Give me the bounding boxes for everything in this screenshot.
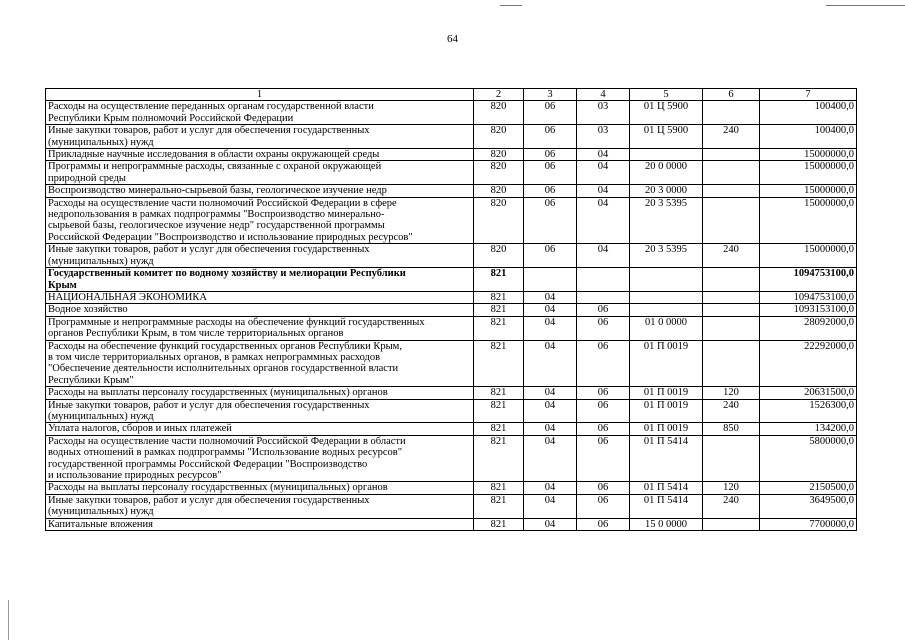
amount-cell: 1094753100,0 bbox=[760, 268, 857, 292]
expense-name-cell: Иные закупки товаров, работ и услуг для обеспечения государственных (муниципальных) нужд bbox=[46, 244, 474, 268]
amount-cell: 15000000,0 bbox=[760, 244, 857, 268]
section-code-cell: 04 bbox=[524, 399, 577, 423]
subsection-code-cell: 06 bbox=[577, 387, 630, 399]
table-row bbox=[46, 340, 857, 387]
target-article-cell: 01 П 0019 bbox=[630, 423, 703, 435]
expense-name-cell: Воспроизводство минерально-сырьевой базы, геологическое изучение недр bbox=[46, 185, 474, 197]
scan-mark-top-left bbox=[500, 5, 522, 6]
ministry-code-cell: 821 bbox=[474, 423, 524, 435]
section-code-cell: 04 bbox=[524, 304, 577, 316]
page-number: 64 bbox=[447, 33, 458, 45]
subsection-code-cell: 03 bbox=[577, 101, 630, 125]
target-article-cell: 01 П 0019 bbox=[630, 387, 703, 399]
table-row bbox=[46, 387, 857, 399]
target-article-cell: 20 3 5395 bbox=[630, 197, 703, 244]
table-row bbox=[46, 494, 857, 518]
amount-cell: 2150500,0 bbox=[760, 482, 857, 494]
expense-name-cell: Иные закупки товаров, работ и услуг для обеспечения государственных (муниципальных) нужд bbox=[46, 399, 474, 423]
column-header: 4 bbox=[577, 89, 630, 101]
subsection-code-cell: 06 bbox=[577, 482, 630, 494]
amount-cell: 1094753100,0 bbox=[760, 291, 857, 303]
ministry-code-cell: 820 bbox=[474, 244, 524, 268]
amount-cell: 100400,0 bbox=[760, 125, 857, 149]
amount-cell: 100400,0 bbox=[760, 101, 857, 125]
expense-type-cell: 850 bbox=[703, 423, 760, 435]
target-article-cell: 01 Ц 5900 bbox=[630, 125, 703, 149]
amount-cell: 134200,0 bbox=[760, 423, 857, 435]
budget-table bbox=[45, 88, 857, 531]
table-row bbox=[46, 197, 857, 244]
section-code-cell: 06 bbox=[524, 101, 577, 125]
target-article-cell bbox=[630, 291, 703, 303]
target-article-cell: 01 Ц 5900 bbox=[630, 101, 703, 125]
expense-name-cell: Программы и непрограммные расходы, связанные с охраной окружающей природной среды bbox=[46, 161, 474, 185]
amount-cell: 7700000,0 bbox=[760, 518, 857, 530]
column-header: 6 bbox=[703, 89, 760, 101]
expense-name-cell: Уплата налогов, сборов и иных платежей bbox=[46, 423, 474, 435]
subsection-code-cell: 06 bbox=[577, 340, 630, 387]
target-article-cell: 01 П 5414 bbox=[630, 494, 703, 518]
expense-name-cell: Расходы на осуществление переданных органам государственной власти Республики Крым полномочий Российской Федерации bbox=[46, 101, 474, 125]
target-article-cell: 01 П 0019 bbox=[630, 399, 703, 423]
column-header: 2 bbox=[474, 89, 524, 101]
expense-type-cell bbox=[703, 340, 760, 387]
section-code-cell: 04 bbox=[524, 340, 577, 387]
expense-type-cell: 240 bbox=[703, 244, 760, 268]
table-row bbox=[46, 291, 857, 303]
amount-cell: 15000000,0 bbox=[760, 149, 857, 161]
subsection-code-cell: 06 bbox=[577, 494, 630, 518]
table-row bbox=[46, 423, 857, 435]
section-code-cell: 04 bbox=[524, 435, 577, 482]
subsection-code-cell: 03 bbox=[577, 125, 630, 149]
expense-name-cell: Расходы на осуществление части полномочий Российской Федерации в области водных отношений в рамках подпрограммы "Использование водных ресурсов" государственной программы Российской Федерации "Воспроизводство и использование природных ресурсов" bbox=[46, 435, 474, 482]
expense-name-cell: Иные закупки товаров, работ и услуг для обеспечения государственных (муниципальных) нужд bbox=[46, 125, 474, 149]
scan-mark-left-edge bbox=[8, 600, 9, 640]
expense-type-cell: 240 bbox=[703, 494, 760, 518]
table-row bbox=[46, 101, 857, 125]
expense-type-cell: 120 bbox=[703, 482, 760, 494]
amount-cell: 20631500,0 bbox=[760, 387, 857, 399]
subsection-code-cell: 04 bbox=[577, 244, 630, 268]
section-code-cell: 06 bbox=[524, 244, 577, 268]
subsection-code-cell: 06 bbox=[577, 304, 630, 316]
expense-type-cell bbox=[703, 518, 760, 530]
scan-mark-top-right bbox=[826, 5, 905, 6]
target-article-cell: 01 П 5414 bbox=[630, 482, 703, 494]
expense-type-cell bbox=[703, 316, 760, 340]
expense-type-cell: 240 bbox=[703, 125, 760, 149]
ministry-code-cell: 821 bbox=[474, 268, 524, 292]
expense-type-cell bbox=[703, 101, 760, 125]
expense-name-cell: Иные закупки товаров, работ и услуг для обеспечения государственных (муниципальных) нужд bbox=[46, 494, 474, 518]
expense-type-cell bbox=[703, 291, 760, 303]
amount-cell: 22292000,0 bbox=[760, 340, 857, 387]
target-article-cell: 20 3 0000 bbox=[630, 185, 703, 197]
target-article-cell: 01 0 0000 bbox=[630, 316, 703, 340]
section-code-cell: 06 bbox=[524, 197, 577, 244]
expense-type-cell: 120 bbox=[703, 387, 760, 399]
table-row bbox=[46, 399, 857, 423]
section-code-cell: 04 bbox=[524, 494, 577, 518]
target-article-cell: 15 0 0000 bbox=[630, 518, 703, 530]
table-row bbox=[46, 244, 857, 268]
section-code-cell bbox=[524, 268, 577, 292]
expense-type-cell bbox=[703, 435, 760, 482]
expense-name-cell: Водное хозяйство bbox=[46, 304, 474, 316]
expense-name-cell: НАЦИОНАЛЬНАЯ ЭКОНОМИКА bbox=[46, 291, 474, 303]
column-header: 5 bbox=[630, 89, 703, 101]
section-code-cell: 04 bbox=[524, 482, 577, 494]
subsection-code-cell bbox=[577, 268, 630, 292]
column-header: 1 bbox=[46, 89, 474, 101]
table-row bbox=[46, 125, 857, 149]
amount-cell: 15000000,0 bbox=[760, 161, 857, 185]
amount-cell: 1093153100,0 bbox=[760, 304, 857, 316]
column-header: 3 bbox=[524, 89, 577, 101]
ministry-code-cell: 821 bbox=[474, 435, 524, 482]
target-article-cell: 01 П 0019 bbox=[630, 340, 703, 387]
column-number-row bbox=[46, 89, 857, 101]
subsection-code-cell: 04 bbox=[577, 197, 630, 244]
section-code-cell: 06 bbox=[524, 161, 577, 185]
amount-cell: 1526300,0 bbox=[760, 399, 857, 423]
expense-type-cell: 240 bbox=[703, 399, 760, 423]
table-row bbox=[46, 149, 857, 161]
ministry-code-cell: 820 bbox=[474, 161, 524, 185]
expense-type-cell bbox=[703, 185, 760, 197]
expense-name-cell: Расходы на выплаты персоналу государственных (муниципальных) органов bbox=[46, 482, 474, 494]
target-article-cell: 01 П 5414 bbox=[630, 435, 703, 482]
target-article-cell: 20 0 0000 bbox=[630, 161, 703, 185]
ministry-code-cell: 820 bbox=[474, 197, 524, 244]
subsection-code-cell: 06 bbox=[577, 399, 630, 423]
subsection-code-cell: 06 bbox=[577, 518, 630, 530]
expense-name-cell: Государственный комитет по водному хозяйству и мелиорации Республики Крым bbox=[46, 268, 474, 292]
expense-name-cell: Расходы на обеспечение функций государственных органов Республики Крым, в том числе территориальных органов, в рамках непрограммных расходов "Обеспечение деятельности исполнительных органов государственной власти Республики Крым" bbox=[46, 340, 474, 387]
expense-type-cell bbox=[703, 304, 760, 316]
subsection-code-cell: 04 bbox=[577, 185, 630, 197]
ministry-code-cell: 821 bbox=[474, 387, 524, 399]
table-row bbox=[46, 316, 857, 340]
column-header: 7 bbox=[760, 89, 857, 101]
section-code-cell: 04 bbox=[524, 387, 577, 399]
table-row bbox=[46, 518, 857, 530]
expense-name-cell: Капитальные вложения bbox=[46, 518, 474, 530]
ministry-code-cell: 821 bbox=[474, 316, 524, 340]
table-row bbox=[46, 435, 857, 482]
section-code-cell: 04 bbox=[524, 518, 577, 530]
ministry-code-cell: 821 bbox=[474, 494, 524, 518]
amount-cell: 28092000,0 bbox=[760, 316, 857, 340]
subsection-code-cell: 06 bbox=[577, 316, 630, 340]
target-article-cell bbox=[630, 149, 703, 161]
ministry-code-cell: 821 bbox=[474, 304, 524, 316]
target-article-cell bbox=[630, 268, 703, 292]
ministry-code-cell: 821 bbox=[474, 482, 524, 494]
table-row bbox=[46, 304, 857, 316]
table-row bbox=[46, 268, 857, 292]
section-code-cell: 06 bbox=[524, 149, 577, 161]
expense-type-cell bbox=[703, 268, 760, 292]
subsection-code-cell bbox=[577, 291, 630, 303]
amount-cell: 15000000,0 bbox=[760, 185, 857, 197]
table-body bbox=[46, 101, 857, 531]
expense-type-cell bbox=[703, 149, 760, 161]
amount-cell: 15000000,0 bbox=[760, 197, 857, 244]
ministry-code-cell: 821 bbox=[474, 291, 524, 303]
section-code-cell: 04 bbox=[524, 423, 577, 435]
amount-cell: 5800000,0 bbox=[760, 435, 857, 482]
subsection-code-cell: 04 bbox=[577, 161, 630, 185]
expense-type-cell bbox=[703, 161, 760, 185]
ministry-code-cell: 820 bbox=[474, 185, 524, 197]
expense-name-cell: Расходы на осуществление части полномочий Российской Федерации в сфере недропользования в рамках подпрограммы "Воспроизводство минерально- сырьевой базы, геологическое изучение недр" государственной программы Российской Федерации "Воспроизводство и использование природных ресурсов" bbox=[46, 197, 474, 244]
section-code-cell: 06 bbox=[524, 125, 577, 149]
expense-name-cell: Расходы на выплаты персоналу государственных (муниципальных) органов bbox=[46, 387, 474, 399]
amount-cell: 3649500,0 bbox=[760, 494, 857, 518]
ministry-code-cell: 820 bbox=[474, 149, 524, 161]
ministry-code-cell: 821 bbox=[474, 518, 524, 530]
ministry-code-cell: 821 bbox=[474, 399, 524, 423]
section-code-cell: 04 bbox=[524, 316, 577, 340]
expense-name-cell: Программные и непрограммные расходы на обеспечение функций государственных органов Республики Крым, в том числе территориальных органов bbox=[46, 316, 474, 340]
ministry-code-cell: 820 bbox=[474, 101, 524, 125]
expense-name-cell: Прикладные научные исследования в области охраны окружающей среды bbox=[46, 149, 474, 161]
table-row bbox=[46, 482, 857, 494]
section-code-cell: 06 bbox=[524, 185, 577, 197]
ministry-code-cell: 820 bbox=[474, 125, 524, 149]
subsection-code-cell: 06 bbox=[577, 435, 630, 482]
subsection-code-cell: 04 bbox=[577, 149, 630, 161]
table-row bbox=[46, 185, 857, 197]
expense-type-cell bbox=[703, 197, 760, 244]
target-article-cell: 20 3 5395 bbox=[630, 244, 703, 268]
subsection-code-cell: 06 bbox=[577, 423, 630, 435]
target-article-cell bbox=[630, 304, 703, 316]
table-row bbox=[46, 161, 857, 185]
section-code-cell: 04 bbox=[524, 291, 577, 303]
ministry-code-cell: 821 bbox=[474, 340, 524, 387]
